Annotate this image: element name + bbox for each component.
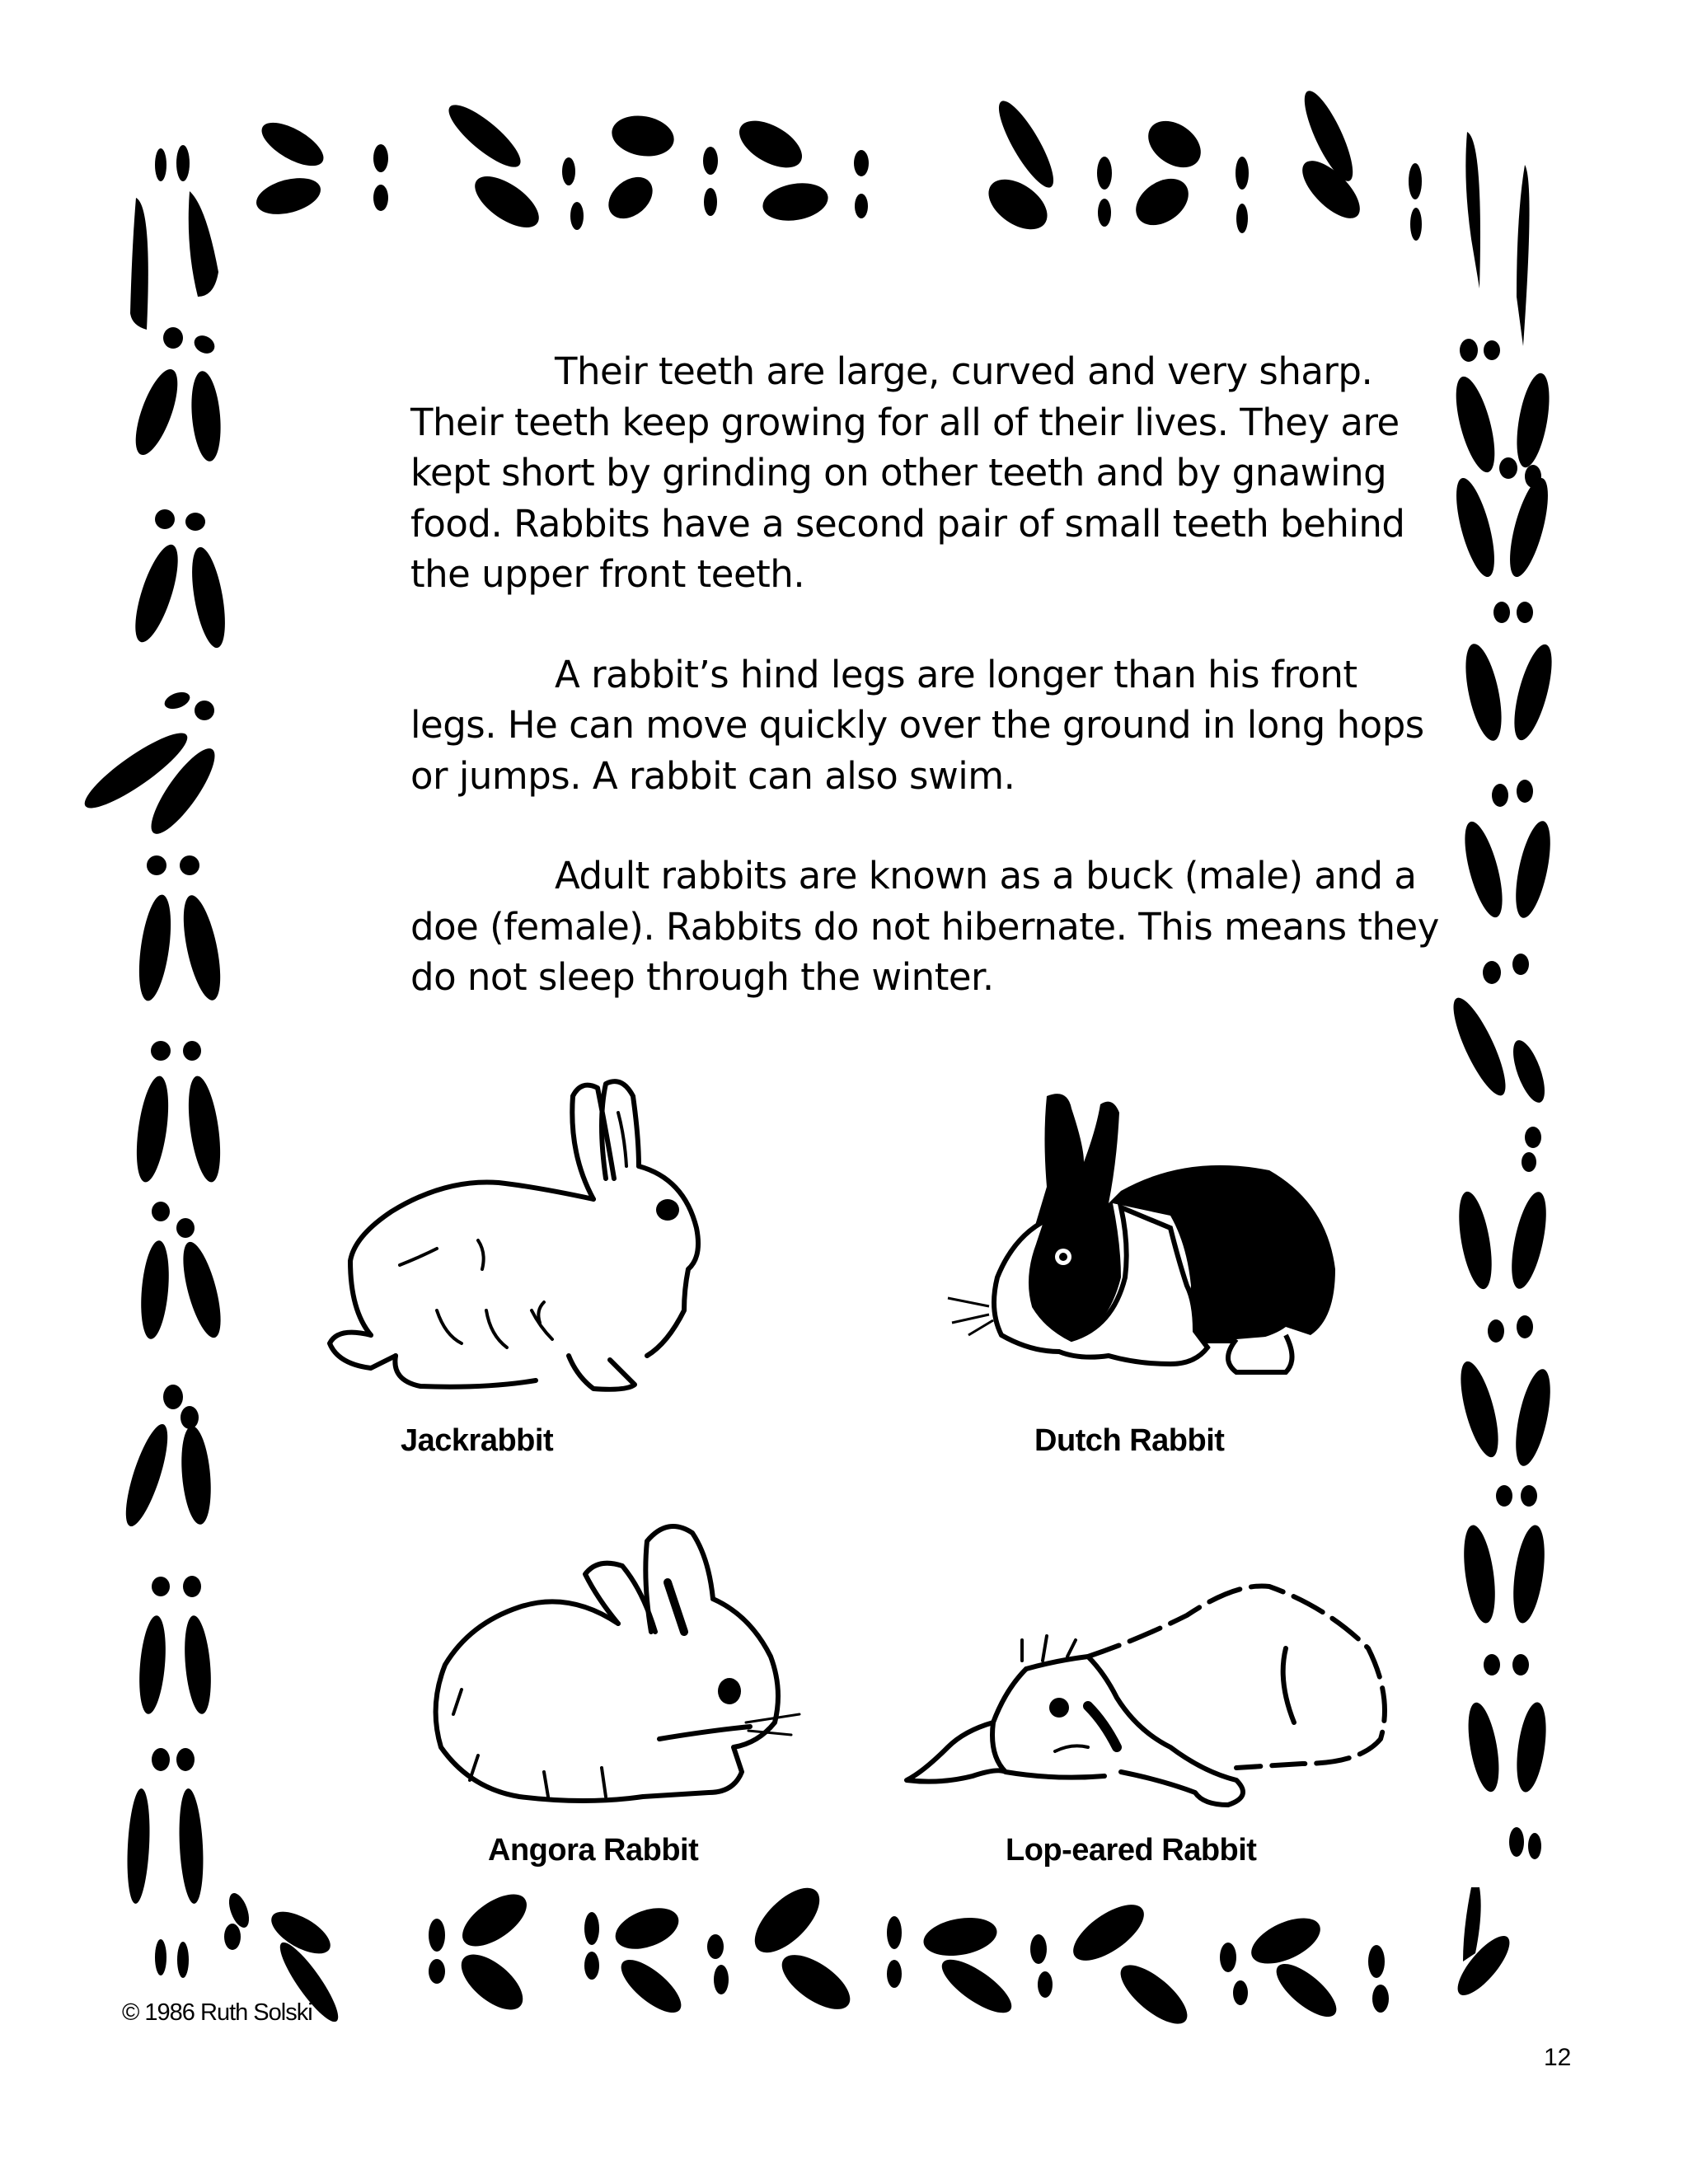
paragraph-legs: A rabbit’s hind legs are longer than his front legs. He can move quickly over the ground in long hops or jumps. A rabbit can also swim. xyxy=(410,652,1424,798)
paragraph-hibernation: Adult rabbits are known as a buck (male) and a doe (female). Rabbits do not hibernate. This means they do not sleep through the winter. xyxy=(410,854,1439,999)
page-number: 12 xyxy=(1544,2044,1572,2071)
copyright-notice: © 1986 Ruth Solski xyxy=(122,1999,312,2026)
caption-angora-rabbit: Angora Rabbit xyxy=(488,1833,699,1868)
body-text xyxy=(410,346,1449,1003)
angora-rabbit-illustration-icon xyxy=(420,1500,824,1821)
lop-eared-rabbit-illustration-icon xyxy=(890,1566,1401,1821)
paragraph-teeth: Their teeth are large, curved and very sharp. Their teeth keep growing for all of their lives. They are kept short by grinding on other teeth and by gnawing food. Rabbits have a second pair of small teeth behind the upper front teeth. xyxy=(410,349,1405,596)
jackrabbit-illustration-icon xyxy=(321,1063,734,1401)
caption-dutch-rabbit: Dutch Rabbit xyxy=(1034,1423,1225,1458)
caption-lop-eared-rabbit: Lop-eared Rabbit xyxy=(1006,1833,1257,1868)
dutch-rabbit-illustration-icon xyxy=(923,1080,1352,1393)
caption-jackrabbit: Jackrabbit xyxy=(401,1423,554,1458)
